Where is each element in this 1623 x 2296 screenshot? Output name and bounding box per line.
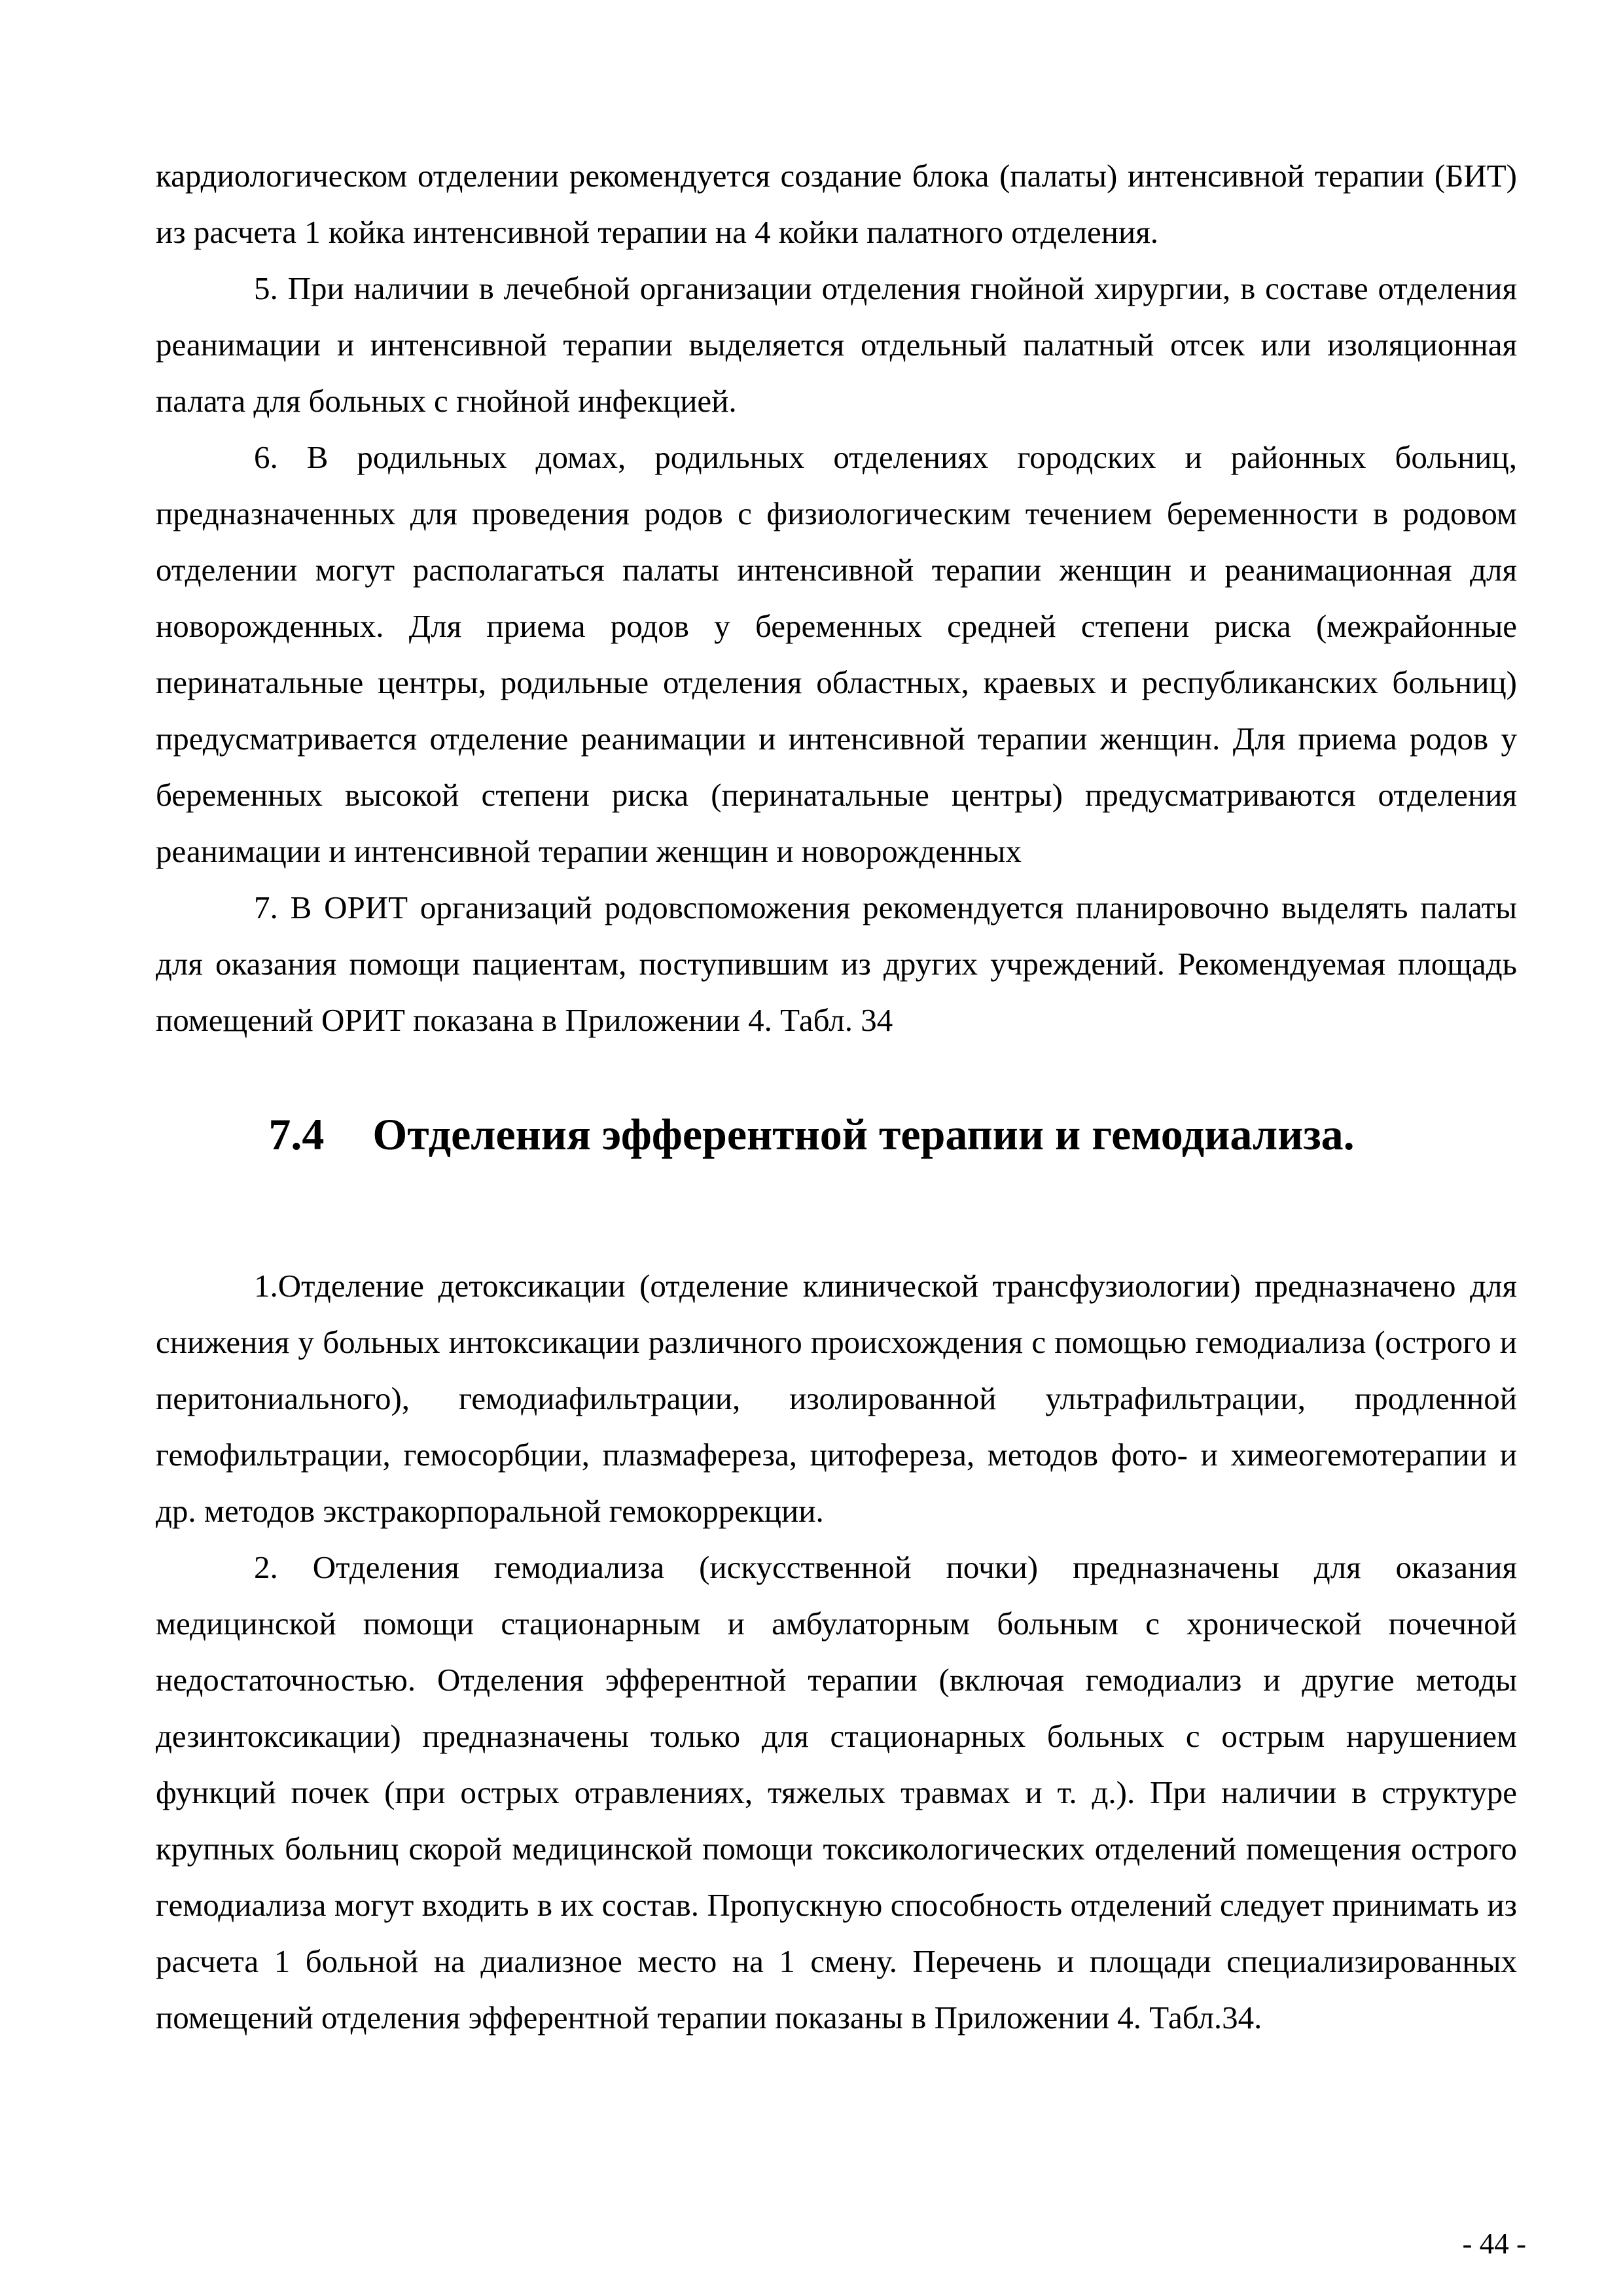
page-number: - 44 -	[1462, 2227, 1526, 2260]
paragraph-continuation: кардиологическом отделении рекомендуется создание блока (палаты) интенсивной терапии (БИТ) из расчета 1 койка интенсивной терапии на 4 койки палатного отделения.	[156, 158, 1517, 250]
section-number: 7.4	[268, 1109, 325, 1159]
paragraph-item-5: 5. При наличии в лечебной организации отделения гнойной хирургии, в составе отделения реанимации и интенсивной терапии выделяется отдельный палатный отсек или изоляционная палата для больных с гнойной инфекцией.	[156, 270, 1517, 419]
paragraph-item-6: 6. В родильных домах, родильных отделениях городских и районных больниц, предназначенных для проведения родов с физиологическим течением беременности в родовом отделении могут располагаться палаты интенсивной терапии женщин и реанимационная для новорожденных. Для приема родов у беременных средней степени риска (межрайонные перинатальные центры, родильные отделения областных, краевых и республиканских больниц) предусматривается отделение реанимации и интенсивной терапии женщин. Для приема родов у беременных высокой степени риска (перинатальные центры) предусматриваются отделения реанимации и интенсивной терапии женщин и новорожденных	[156, 439, 1517, 869]
section-heading	[0, 1105, 1623, 1164]
section-paragraph-item-2: 2. Отделения гемодиализа (искусственной почки) предназначены для оказания медицинской помощи стационарным и амбулаторным больным с хронической почечной недостаточностью. Отделения эфферентной терапии (включая гемодиализ и другие методы дезинтоксикации) предназначены только для стационарных больных с острым нарушением функций почек (при острых отравлениях, тяжелых травмах и т. д.). При наличии в структуре крупных больниц скорой медицинской помощи токсикологических отделений помещения острого гемодиализа могут входить в их состав. Пропускную способность отделений следует принимать из расчета 1 больной на диализное место на 1 смену. Перечень и площади специализированных помещений отделения эфферентной терапии показаны в Приложении 4. Табл.34.	[156, 1549, 1517, 2036]
section-paragraph-item-1: 1.Отделение детоксикации (отделение клинической трансфузиологии) предназначено для снижения у больных интоксикации различного происхождения с помощью гемодиализа (острого и перитониального), гемодиафильтрации, изолированной ультрафильтрации, продленной гемофильтрации, гемосорбции, плазмафереза, цитофереза, методов фото- и химеогемотерапии и др. методов экстракорпоральной гемокоррекции.	[156, 1268, 1517, 1529]
section-title: Отделения эфферентной терапии и гемодиализа.	[372, 1109, 1355, 1159]
paragraph-item-7: 7. В ОРИТ организаций родовспоможения рекомендуется планировочно выделять палаты для оказания помощи пациентам, поступившим из других учреждений. Рекомендуемая площадь помещений ОРИТ показана в Приложении 4. Табл. 34	[156, 889, 1517, 1038]
